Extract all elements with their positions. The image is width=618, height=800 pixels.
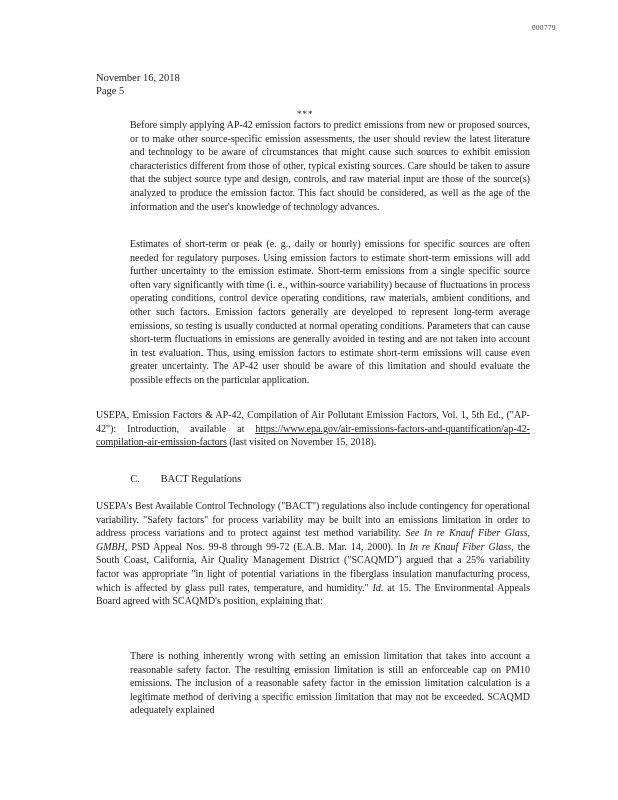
body-text-1: USEPA's Best Available Control Technology ("BACT") regulations also include contingency for operational variability. "Safety factors" for process variability may be built into an emissions limitation in order to address process variations and to protect against test method variability. <box>96 501 530 540</box>
body-text-4: at 15. The Environmental Appeals Board agreed with SCAQMD's position, explaining that: <box>96 582 531 608</box>
section-letter: C. <box>130 474 140 485</box>
letter-header <box>96 72 180 98</box>
body-paragraph <box>96 500 530 609</box>
quoted-paragraph-1: Before simply applying AP-42 emission factors to predict emissions from new or proposed sources, or to make other source-specific emission assessments, the user should review the latest literature and technology to be aware of circumstances that might cause such sources to exhibit emission characteristics different from those of other, typical existing sources. Care should be taken to assure that the subject source type and design, controls, and raw material input are those of the source(s) analyzed to produce the emission factor. This fact should be considered, as well as the age of the information and the user's knowledge of technology advances. <box>130 120 530 213</box>
id-citation: Id. <box>372 582 384 594</box>
case-citation-2: In re Knauf Fiber Glass, <box>409 541 514 553</box>
page-number: Page 5 <box>96 86 125 97</box>
case-citation-1: See In re Knauf Fiber Glass, GMBH, <box>96 528 531 553</box>
citation-text: USEPA, Emission Factors & AP-42, Compilation of Air Pollutant Emission Factors, Vol. 1, 5th Ed., ("AP-42"): Introduction, available at <box>96 410 530 435</box>
body-text-3: the South Coast, California, Air Quality Management District ("SCAQMD") argued that a 25% variability factor was appropriate "in light of potential variations in the fiberglass insulation manufacturing process, which is affected by glass pull rates, temperature, and humidity." <box>96 541 530 594</box>
section-heading <box>96 474 241 485</box>
citation-link[interactable]: https://www.epa.gov/air-emissions-factors-and-quantification/ap-42-compilation-air-emission-factors <box>96 423 530 449</box>
body-text-2: PSD Appeal Nos. 99-8 through 99-72 (E.A.B. Mar. 14, 2000). In <box>131 541 406 553</box>
quoted-paragraph-2: Estimates of short-term or peak (e. g., daily or hourly) emissions for specific sources are often needed for regulatory purposes. Using emission factors to estimate short-term emissions will add further uncertainty to the emission estimate. Short-term emissions from a single specific source often vary significantly with time (i. e., within-source variability) because of fluctuations in process operating conditions, control device operating conditions, raw materials, ambient conditions, and other such factors. Emission factors generally are developed to represent long-term average emissions, so testing is usually conducted at normal operating conditions. Parameters that can cause short-term fluctuations in emissions are generally avoided in testing and are not taken into account in test evaluation. Thus, using emission factors to estimate short-term emissions will cause even greater uncertainty. The AP-42 user should be aware of this limitation and should evaluate the possible effects on the particular application. <box>130 239 530 386</box>
bates-number: 000779 <box>532 24 556 32</box>
section-title: BACT Regulations <box>160 474 242 485</box>
letter-date: November 16, 2018 <box>96 73 180 84</box>
section-separator: *** <box>297 109 314 119</box>
citation-paragraph <box>96 409 530 450</box>
block-quote: There is nothing inherently wrong with setting an emission limitation that takes into account a reasonable safety factor. The resulting emission limitation is still an enforceable cap on PM10 emissions. The inclusion of a reasonable safety factor in the emission limitation calculation is a legitimate method of deriving a specific emission limitation that may not be exceeded. SCAQMD adequately explained <box>130 651 530 717</box>
citation-accessed: (last visited on November 15, 2018). <box>229 437 377 449</box>
